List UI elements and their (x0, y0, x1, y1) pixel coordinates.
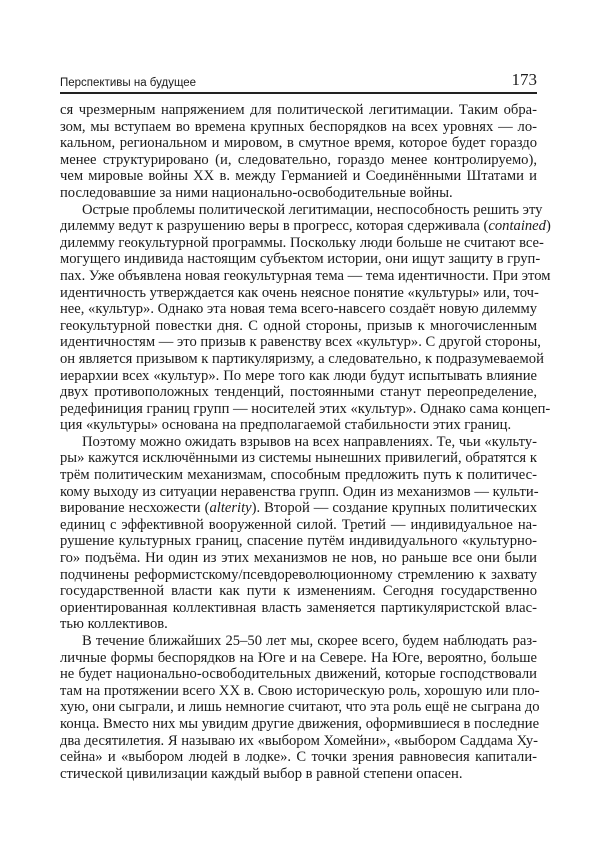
text-line: идентичность утверждается как очень неясное понятие «культуры» или, точ- (60, 284, 539, 301)
text-line: Острые проблемы политической легитимации, неспособность решить эту (82, 201, 543, 218)
text-line: чем мировые войны XX в. между Германией и Соединёнными Штатами и (60, 168, 537, 185)
text-line: могущего индивида настоящим субъектом истории, они ищут защиту в груп- (60, 251, 541, 268)
text-line: стической цивилизации каждый выбор в равной степени опасен. (60, 765, 463, 782)
text-line: иерархии всех «культур». По мере того как люди будут испытывать влияние (60, 367, 537, 384)
text-line: сейна» и «выбором людей в лодке». С точки зрения равновесия капитали- (60, 749, 537, 766)
paragraph (60, 633, 540, 782)
text-line: государственной власти как пути к изменениям. Сегодня государственно (60, 583, 537, 600)
text-line: ры» кажутся исключёнными из системы нынешних привилегий, обратятся к (60, 450, 537, 467)
paragraph (60, 434, 537, 633)
text-line: тью коллективов. (60, 616, 168, 633)
text-line: конца. Вместо них мы увидим другие движения, оформившиеся в последние (60, 715, 540, 732)
text-line: идентичностям — это призыв к равенству всех «культур». С другой стороны, (60, 334, 541, 351)
text-line: зом, мы вступаем во времена крупных беспорядков на всех уровнях — ло- (60, 118, 537, 135)
text-line: го» подъёма. Ни один из этих механизмов не нов, но раньше все они были (60, 550, 537, 567)
text-line: дилемму ведут к разрушению веры в прогресс, которая сдерживала (contained) (60, 218, 551, 235)
text-line: не будет национально-освободительных движений, которые господствовали (60, 666, 537, 683)
text-line: личные формы беспорядков на Юге и на Севере. На Юге, вероятно, больше (60, 649, 537, 666)
text-line: два десятилетия. Я называю их «выбором Хомейни», «выбором Саддама Ху- (60, 732, 538, 749)
paragraph (60, 201, 551, 434)
page-number: 173 (511, 70, 537, 89)
text-line: он является призывом к партикуляризму, а следовательно, к подразумеваемой (60, 350, 544, 367)
text-line: рушение культурных границ, спасение путём индивидуального «культурно- (60, 533, 537, 550)
text-line: подчинены реформистскому/псевдореволюционному стремлению к захвату (60, 566, 537, 583)
body-text (60, 102, 551, 782)
paragraph (60, 102, 537, 202)
text-line: ориентированная коллективная власть заменяется партикуляристской влас- (60, 599, 537, 616)
text-line: единиц с эффективной вооруженной силой. Третий — индивидуальное на- (60, 516, 537, 533)
text-line: геокультурной повестки дня. С одной стороны, призыв к многочисленным (60, 317, 537, 334)
text-line: последовавшие за ними национально-освободительные войны. (60, 184, 453, 201)
text-line: трём политическим механизмам, способным предложить путь к политичес- (60, 467, 537, 484)
text-line: редефиниция границ групп — носителей этих «культур». Однако сама концеп- (60, 400, 551, 417)
text-line: дилемму геокультурной программы. Поскольку люди больше не считают все- (60, 234, 544, 251)
text-line: двух противоположных тенденций, постоянными станут переопределение, (60, 384, 537, 401)
text-line: нее, «культур». Однако эта новая тема всего-навсего создаёт новую дилемму (60, 301, 538, 318)
text-line: В течение ближайших 25–50 лет мы, скорее всего, будем наблюдать раз- (82, 633, 537, 649)
text-line: ся чрезмерным напряжением для политической легитимации. Таким обра- (60, 102, 537, 118)
text-line: там на протяжении всего XX в. Свою историческую роль, хорошую или пло- (60, 682, 540, 699)
text-line: менее структурировано (и, следовательно, гораздо менее контролируемо), (60, 151, 537, 168)
running-title: Перспективы на будущее (60, 77, 197, 89)
text-line: Поэтому можно ожидать взрывов на всех направлениях. Те, чьи «культу- (82, 433, 537, 450)
text-line: кому выходу из ситуации неравенства групп. Один из механизмов — культи- (60, 483, 539, 500)
text-line: вирование несхожести (alterity). Второй — создание крупных политических (60, 500, 537, 517)
text-line: ция «культуры» основана на предполагаемой стабильности этих границ. (60, 417, 512, 434)
text-line: пах. Уже объявлена новая геокультурная тема — тема идентичности. При этом (60, 267, 551, 284)
running-header (60, 68, 537, 94)
text-line: кальном, региональном и мировом, в смутное время, которое будет гораздо (60, 135, 537, 152)
text-line: хую, они сыграли, и лишь немногие считают, что эта роль ещё не сыграна до (60, 699, 540, 716)
